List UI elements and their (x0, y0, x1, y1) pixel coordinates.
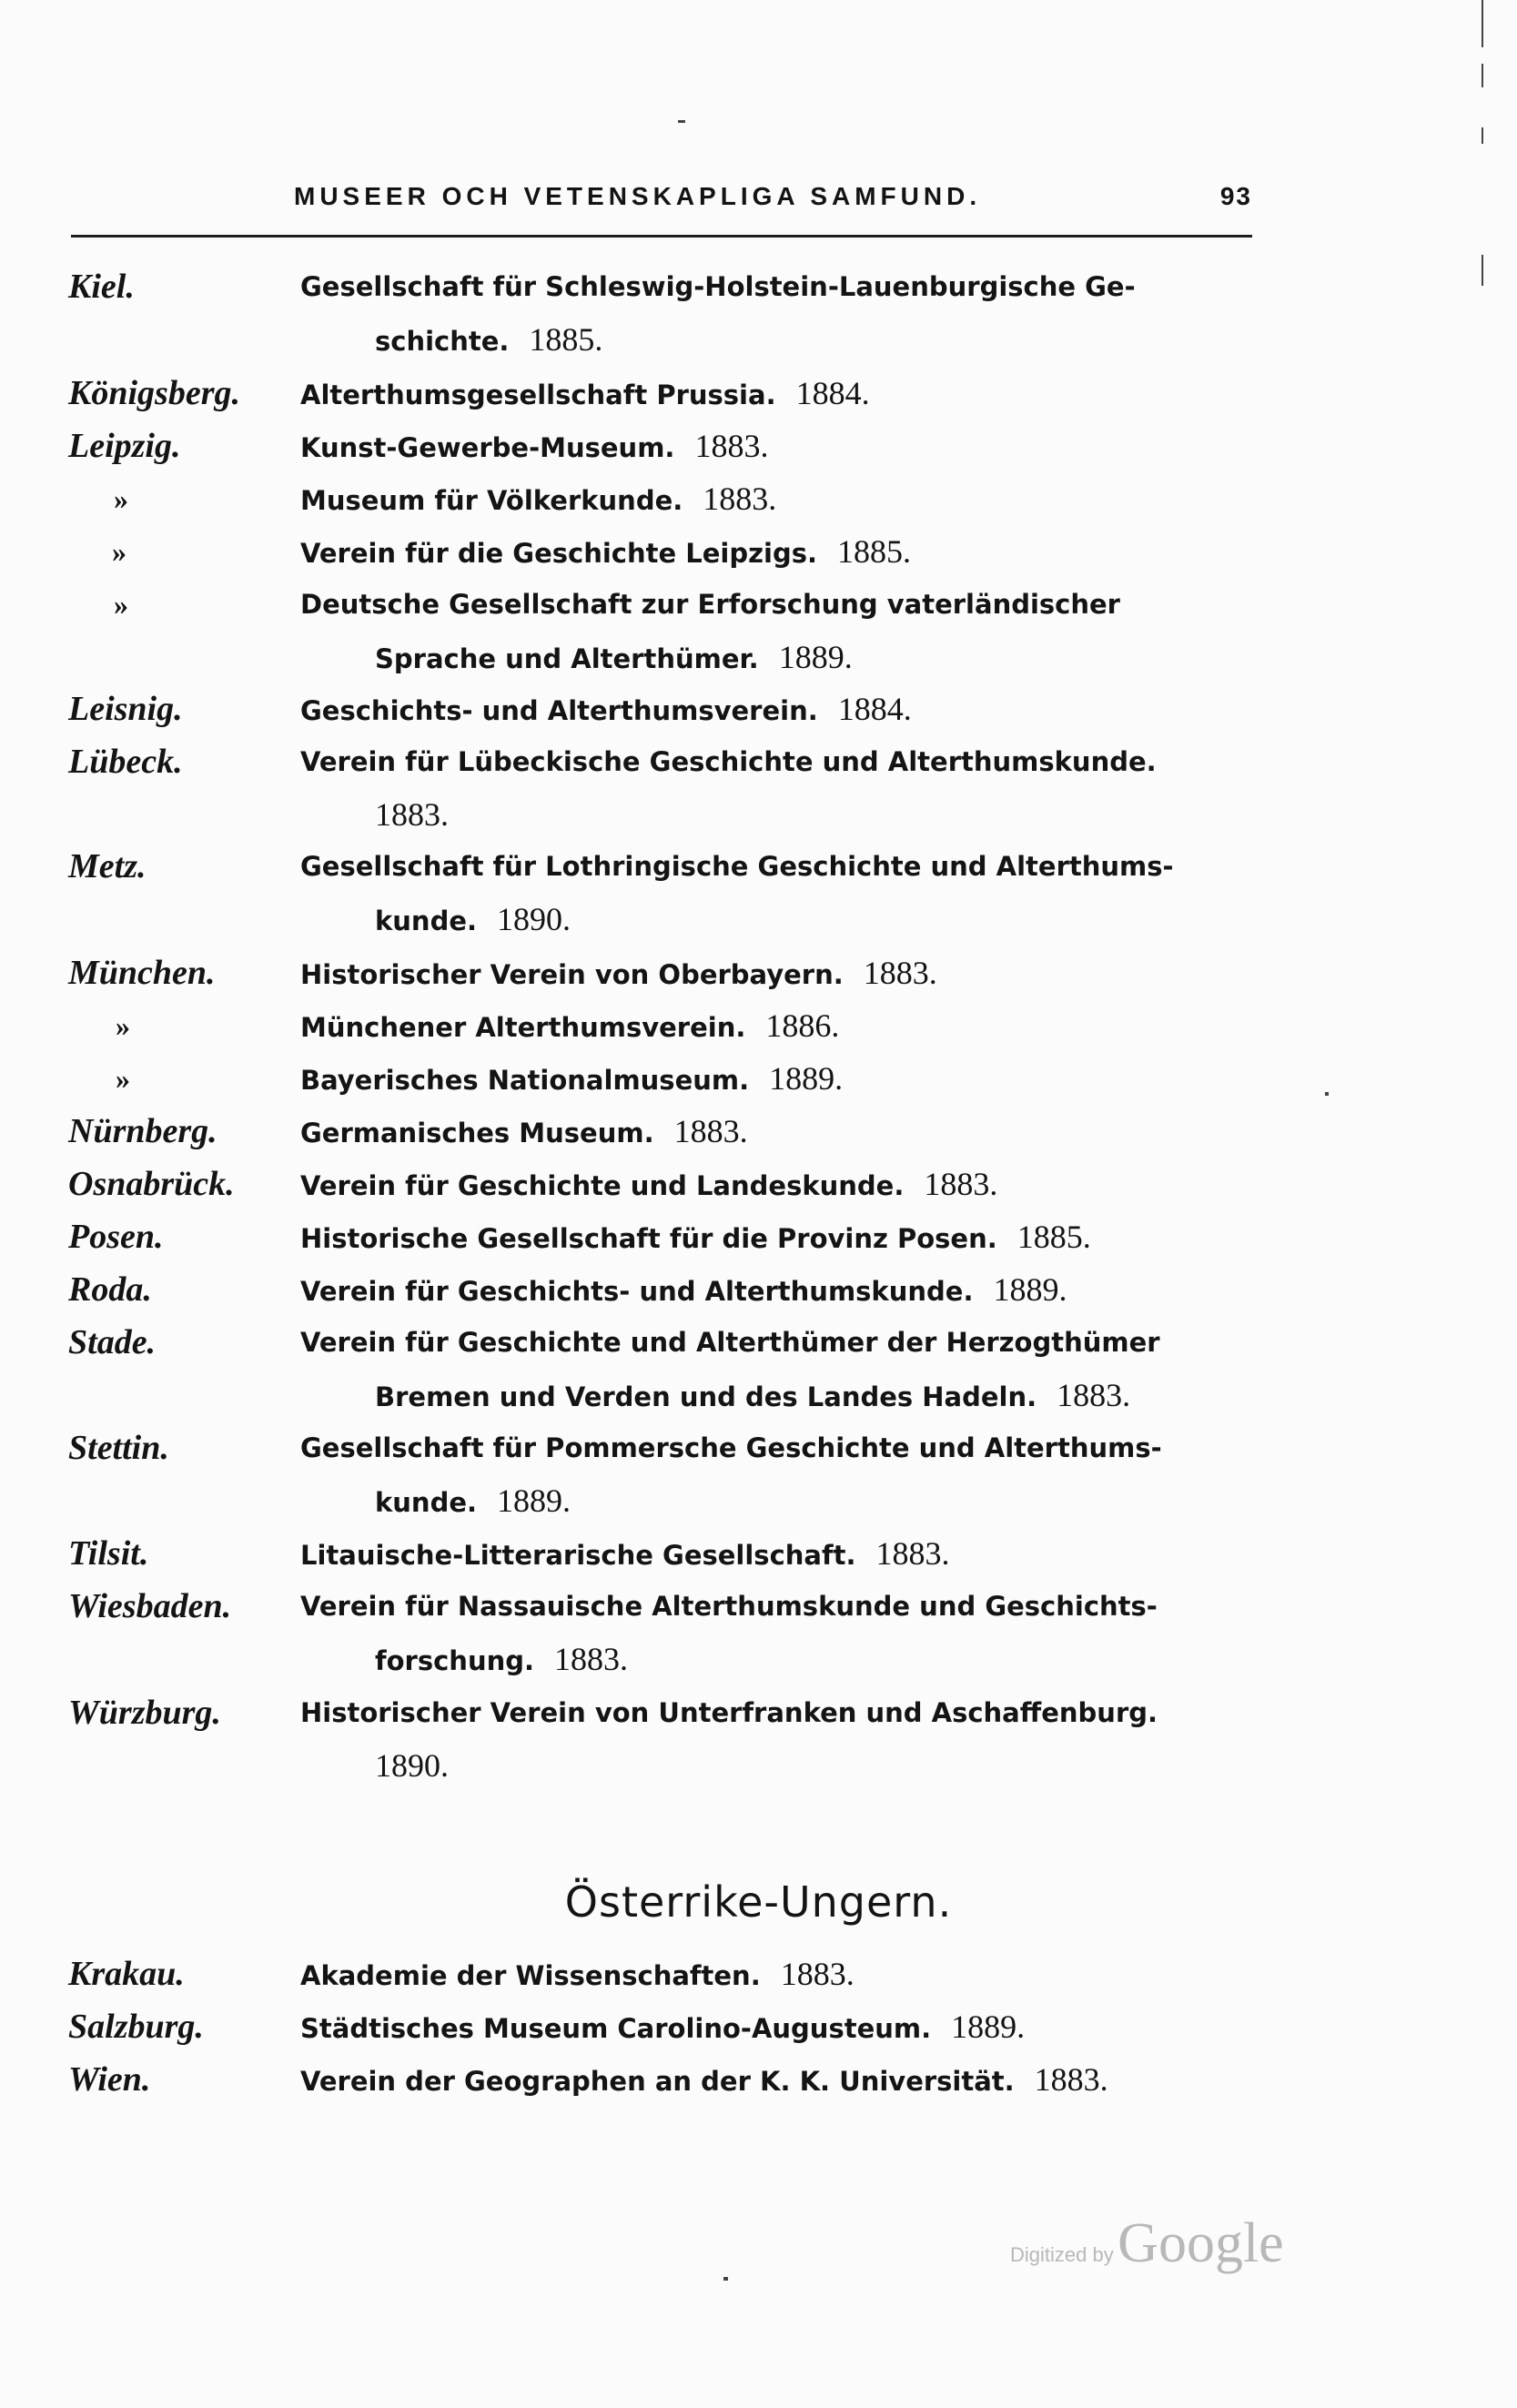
institution-text: Bayerisches Nationalmuseum. (300, 1065, 750, 1096)
membership-year: 1889. (993, 1271, 1067, 1308)
institution-name (300, 1316, 1272, 1369)
membership-year: 1883. (375, 796, 449, 833)
membership-year: 1883. (780, 1956, 855, 1992)
institution-name (300, 1263, 1067, 1318)
watermark-digitized-text: Digitized by (1010, 2243, 1114, 2266)
city-name: Tilsit. (68, 1534, 149, 1573)
institution-name (300, 367, 870, 421)
membership-year: 1889. (951, 2008, 1026, 2045)
institution-continuation (375, 1633, 628, 1687)
membership-year: 1889. (769, 1060, 844, 1097)
city-name: Nürnberg. (68, 1112, 217, 1150)
institution-name (300, 525, 911, 580)
institution-continuation (375, 1369, 1130, 1423)
city-name: Lübeck. (68, 743, 183, 781)
ink-speck (678, 120, 685, 123)
institution-text: Verein für Geschichts- und Alterthumskunde. (300, 1276, 974, 1307)
institution-text: Sprache und Alterthümer. (375, 643, 759, 674)
institution-text: kunde. (375, 1487, 478, 1518)
membership-year: 1889. (778, 639, 853, 675)
watermark-brand: Google (1118, 2212, 1284, 2274)
institution-name (300, 472, 776, 527)
institution-text: Gesellschaft für Schleswig-Holstein-Lauenburgische Ge- (300, 271, 1136, 302)
ditto-mark: » (116, 1062, 130, 1095)
city-name: Königsberg. (68, 374, 240, 412)
margin-mark (1482, 64, 1483, 87)
ink-speck (723, 2277, 728, 2281)
city-name: Osnabrück. (68, 1165, 235, 1203)
membership-year: 1883. (924, 1166, 998, 1202)
membership-year: 1885. (529, 321, 603, 358)
institution-text: Verein für die Geschichte Leipzigs. (300, 538, 817, 569)
ditto-mark: » (116, 1009, 130, 1042)
institution-name (300, 1210, 1091, 1265)
institution-name (300, 735, 1272, 788)
institution-text: Litauische-Litterarische Gesellschaft. (300, 1540, 856, 1571)
institution-text: Akademie der Wissenschaften. (300, 1960, 761, 1991)
city-name: Metz. (68, 847, 147, 885)
institution-text: Verein für Geschichte und Alterthümer der Herzogthümer (300, 1327, 1160, 1358)
city-name: Würzburg. (68, 1694, 221, 1732)
institution-text: Gesellschaft für Lothringische Geschichte und Alterthums- (300, 851, 1174, 882)
institution-name (300, 1158, 997, 1212)
city-name: München. (68, 954, 216, 992)
membership-year: 1884. (795, 375, 870, 411)
city-name: Leisnig. (68, 690, 183, 728)
membership-year: 1883. (863, 955, 937, 991)
institution-name (300, 1580, 1272, 1633)
institution-name (300, 420, 768, 474)
institution-name (300, 946, 937, 1001)
institution-text: Historischer Verein von Oberbayern. (300, 959, 844, 990)
margin-mark (1482, 0, 1483, 47)
city-name: Salzburg. (68, 2008, 204, 2046)
membership-year: 1883. (554, 1641, 629, 1677)
city-name: Wien. (68, 2060, 151, 2099)
membership-year: 1885. (836, 533, 911, 570)
institution-text: Verein für Geschichte und Landeskunde. (300, 1170, 905, 1201)
ditto-mark: » (114, 588, 128, 621)
institution-name (300, 578, 1272, 631)
margin-mark (1482, 255, 1483, 286)
institution-name (300, 2053, 1108, 2108)
institution-text: forschung. (375, 1645, 535, 1676)
institution-name (300, 683, 912, 737)
institution-name (300, 1422, 1272, 1474)
city-name: Stettin. (68, 1429, 169, 1467)
membership-year: 1883. (1057, 1377, 1131, 1413)
membership-year: 1886. (765, 1007, 840, 1044)
institution-name (300, 1686, 1272, 1739)
institution-text: Deutsche Gesellschaft zur Erforschung vaterländischer (300, 589, 1120, 620)
institution-text: Verein der Geographen an der K. K. Universität. (300, 2066, 1015, 2097)
institution-text: kunde. (375, 906, 478, 936)
institution-continuation (375, 1474, 571, 1529)
city-name: Posen. (68, 1218, 164, 1256)
city-name: Krakau. (68, 1955, 185, 1993)
institution-name (300, 840, 1272, 893)
membership-year: 1890. (497, 901, 571, 937)
city-name: Leipzig. (68, 427, 181, 465)
margin-mark (1482, 127, 1483, 144)
institution-text: Münchener Alterthumsverein. (300, 1012, 746, 1043)
institution-text: Museum für Völkerkunde. (300, 485, 683, 516)
institution-continuation (375, 1739, 449, 1794)
institution-continuation (375, 788, 449, 843)
institution-text: schichte. (375, 326, 510, 357)
membership-year: 1883. (875, 1535, 950, 1572)
institution-continuation (375, 893, 571, 947)
digitized-watermark (1010, 2211, 1284, 2276)
membership-year: 1885. (1016, 1219, 1091, 1255)
institution-text: Historischer Verein von Unterfranken und Aschaffenburg. (300, 1697, 1158, 1728)
institution-text: Historische Gesellschaft für die Provinz Posen. (300, 1223, 997, 1254)
institution-text: Alterthumsgesellschaft Prussia. (300, 379, 776, 410)
membership-year: 1883. (703, 481, 777, 517)
section-heading: Österrike-Ungern. (564, 1877, 953, 1927)
institution-text: Gesellschaft für Pommersche Geschichte und Alterthums- (300, 1432, 1162, 1463)
running-title: MUSEER OCH VETENSKAPLIGA SAMFUND. (294, 182, 982, 210)
city-name: Wiesbaden. (68, 1587, 232, 1625)
institution-text: Verein für Nassauische Alterthumskunde und Geschichts- (300, 1591, 1158, 1622)
institution-continuation (375, 313, 602, 368)
membership-year: 1890. (375, 1747, 449, 1784)
institution-continuation (375, 631, 853, 685)
membership-year: 1883. (673, 1113, 748, 1149)
institution-name (300, 999, 839, 1054)
institution-name (300, 260, 1272, 313)
membership-year: 1884. (837, 691, 912, 727)
ink-speck (1325, 1092, 1329, 1096)
page-number: 93 (1219, 182, 1252, 210)
institution-text: Germanisches Museum. (300, 1118, 654, 1148)
city-name: Roda. (68, 1270, 152, 1309)
membership-year: 1883. (1034, 2061, 1108, 2098)
ditto-mark: » (112, 535, 126, 568)
institution-text: Verein für Lübeckische Geschichte und Alterthumskunde. (300, 746, 1157, 777)
institution-name (300, 2000, 1025, 2055)
institution-text: Kunst-Gewerbe-Museum. (300, 432, 675, 463)
institution-text: Geschichts- und Alterthumsverein. (300, 695, 818, 726)
membership-year: 1883. (694, 428, 769, 464)
institution-name (300, 1948, 855, 2002)
membership-year: 1889. (497, 1482, 571, 1519)
institution-text: Bremen und Verden und des Landes Hadeln. (375, 1381, 1037, 1412)
header-rule (71, 235, 1252, 238)
city-name: Stade. (68, 1323, 157, 1361)
institution-name (300, 1527, 949, 1582)
institution-name (300, 1052, 843, 1107)
ditto-mark: » (114, 482, 128, 515)
institution-name (300, 1105, 748, 1159)
city-name: Kiel. (68, 268, 135, 306)
institution-text: Städtisches Museum Carolino-Augusteum. (300, 2013, 932, 2044)
